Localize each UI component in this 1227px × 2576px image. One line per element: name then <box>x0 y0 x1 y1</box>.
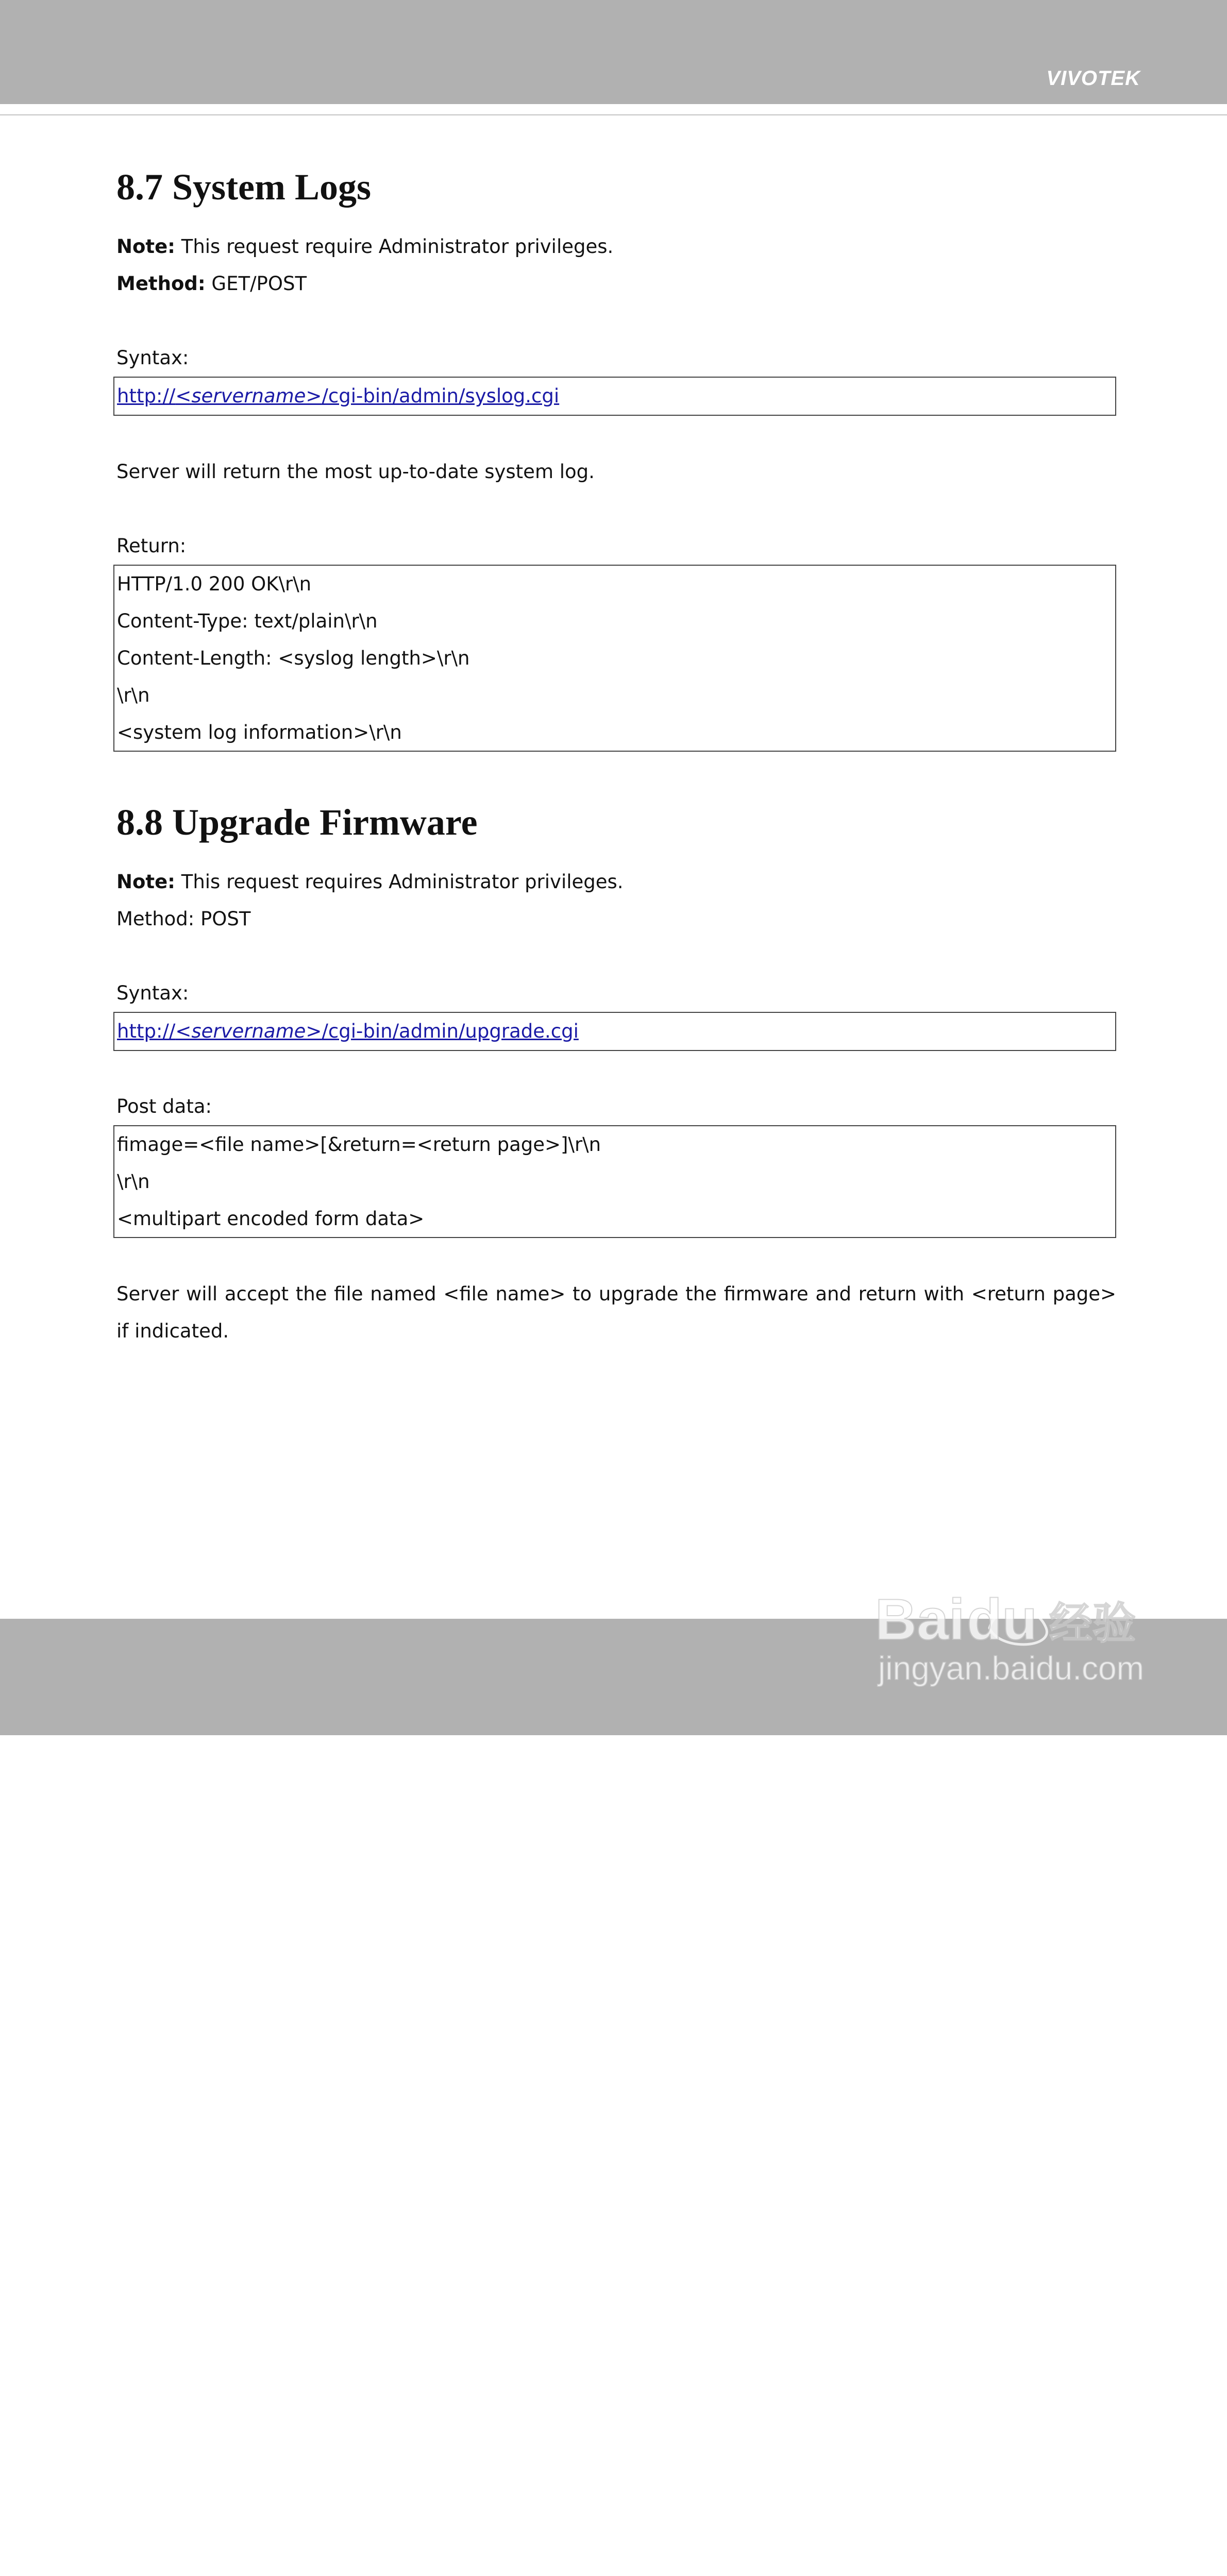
note-line <box>116 228 613 265</box>
syntax-box <box>113 1012 1116 1051</box>
method-text: GET/POST <box>205 273 307 295</box>
note-line <box>116 863 624 901</box>
return-line: Content-Length: <syslog length>\r\n <box>117 647 470 669</box>
method-line <box>116 265 307 302</box>
syntax-row <box>114 1013 1115 1050</box>
header-band <box>0 0 1227 104</box>
post-data-line: <multipart encoded form data> <box>117 1208 425 1230</box>
return-box <box>113 565 1116 752</box>
section-title-system-logs: 8.7 System Logs <box>116 166 372 208</box>
post-data-line: fimage=<file name>[&return=<return page>]\r\n <box>117 1133 601 1156</box>
note-text: This request requires Administrator privileges. <box>175 871 624 893</box>
section-title-upgrade-firmware: 8.8 Upgrade Firmware <box>116 802 478 843</box>
return-line: \r\n <box>117 684 150 706</box>
svg-text:du: du <box>967 1587 1037 1652</box>
svg-text:jingyan.baidu.com: jingyan.baidu.com <box>878 1650 1144 1687</box>
baidu-watermark <box>871 1551 1159 1690</box>
return-line: Content-Type: text/plain\r\n <box>117 610 378 632</box>
upgrade-url-link[interactable]: http://<servername>/cgi-bin/admin/upgrade.cgi <box>117 1020 579 1042</box>
post-data-box <box>113 1125 1116 1238</box>
syslog-description: Server will return the most up-to-date system log. <box>116 461 595 483</box>
header-rule <box>0 114 1227 115</box>
return-line: <system log information>\r\n <box>117 721 402 743</box>
svg-text:Bai: Bai <box>875 1587 965 1652</box>
svg-text:经验: 经验 <box>1049 1598 1136 1649</box>
syntax-box <box>113 377 1116 416</box>
upgrade-description: Server will accept the file named <file name> to upgrade the firmware and return with <return page> if indicated. <box>116 1283 1116 1342</box>
return-label: Return: <box>116 535 187 557</box>
brand-logo: VIVOTEK <box>1046 67 1140 90</box>
syntax-label: Syntax: <box>116 347 189 369</box>
note-label: Note: <box>116 235 175 258</box>
syntax-label: Syntax: <box>116 982 189 1004</box>
method-line: Method: POST <box>116 908 251 930</box>
syslog-url-link[interactable]: http://<servername>/cgi-bin/admin/syslog.cgi <box>117 385 560 407</box>
note-text: This request require Administrator privileges. <box>175 235 614 258</box>
return-line: HTTP/1.0 200 OK\r\n <box>117 573 312 595</box>
post-data-line: \r\n <box>117 1171 150 1193</box>
method-label: Method: <box>116 273 206 295</box>
post-data-label: Post data: <box>116 1095 212 1117</box>
note-label: Note: <box>116 871 175 893</box>
syntax-row <box>114 378 1115 415</box>
